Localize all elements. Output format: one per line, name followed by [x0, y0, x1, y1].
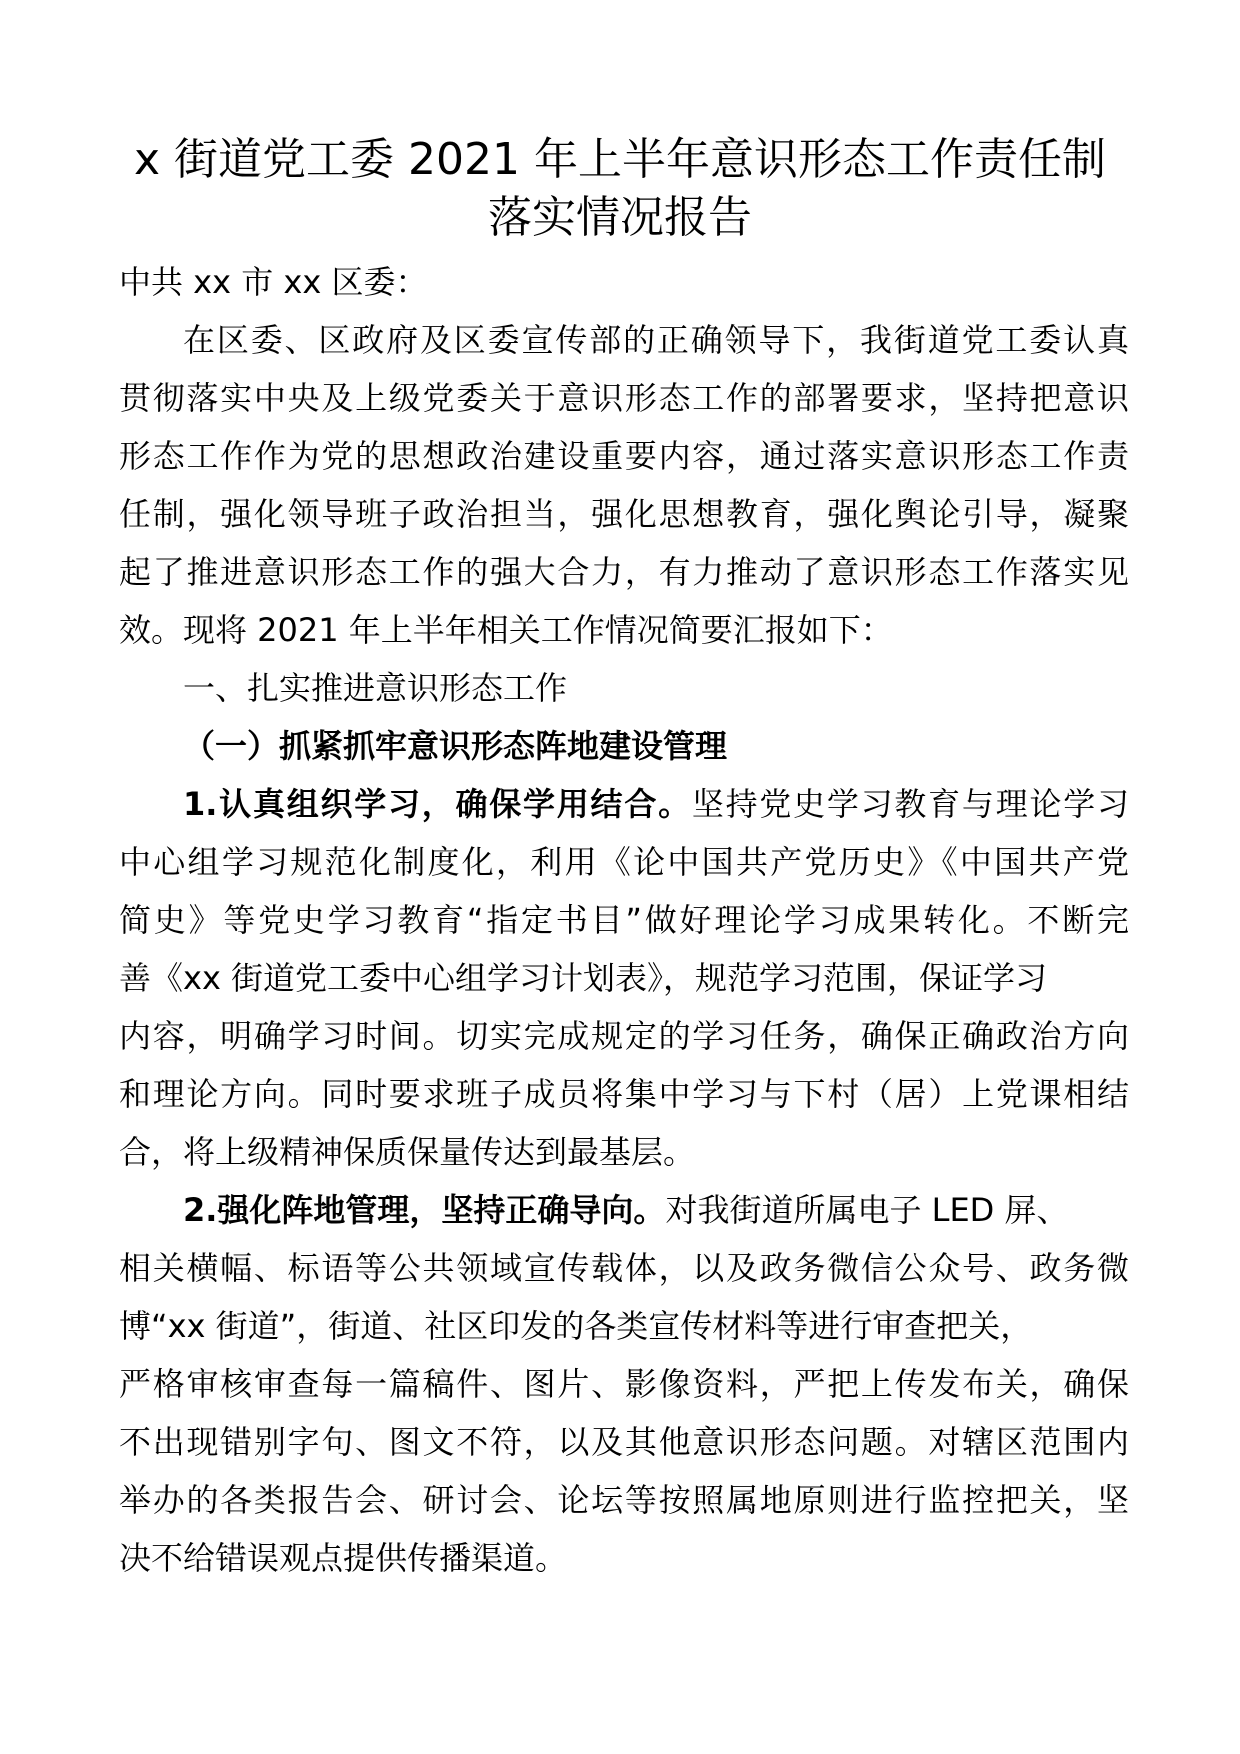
- item-1-lead: 1.认真组织学习，确保学用结合。: [183, 785, 692, 823]
- intro-line: 任制，强化领导班子政治担当，强化思想教育，强化舆论引导，凝聚: [119, 495, 1129, 533]
- intro-line: 在区委、区政府及区委宣传部的正确领导下，我街道党工委认真: [183, 321, 1129, 359]
- salutation: 中共 xx 市 xx 区委：: [119, 263, 428, 301]
- item-1-line: 内容，明确学习时间。切实完成规定的学习任务，确保正确政治方向: [119, 1017, 1129, 1055]
- item-2-first-text: 对我街道所属电子 LED 屏、: [665, 1191, 1069, 1229]
- item-2-line: 严格审核审查每一篇稿件、图片、影像资料，严把上传发布关，确保: [119, 1365, 1129, 1403]
- document-title-line-2: 落实情况报告: [488, 192, 752, 243]
- item-2-lead: 2.强化阵地管理，坚持正确导向。: [183, 1191, 666, 1229]
- item-1-line: 合，将上级精神保质保量传达到最基层。: [119, 1133, 696, 1171]
- item-2-line: 相关横幅、标语等公共领域宣传载体，以及政务微信公众号、政务微: [119, 1249, 1129, 1287]
- intro-line: 起了推进意识形态工作的强大合力，有力推动了意识形态工作落实见: [119, 553, 1129, 591]
- item-2-first-line: [183, 1190, 1129, 1230]
- section-heading: 一、扎实推进意识形态工作: [183, 669, 568, 707]
- item-2-line: 博“xx 街道”，街道、社区印发的各类宣传材料等进行审查把关，: [119, 1307, 1033, 1345]
- subsection-heading: （一）抓紧抓牢意识形态阵地建设管理: [183, 727, 728, 765]
- item-2-line: 决不给错误观点提供传播渠道。: [119, 1539, 568, 1577]
- intro-line: 效。现将 2021 年上半年相关工作情况简要汇报如下：: [119, 611, 893, 649]
- item-1-first-text: 坚持党史学习教育与理论学习: [691, 785, 1129, 823]
- item-1-line: 简史》等党史学习教育“指定书目”做好理论学习成果转化。不断完: [119, 901, 1129, 939]
- intro-line: 形态工作作为党的思想政治建设重要内容，通过落实意识形态工作责: [119, 437, 1129, 475]
- item-1-first-line: [183, 784, 1129, 824]
- item-2-line: 不出现错别字句、图文不符，以及其他意识形态问题。对辖区范围内: [119, 1423, 1129, 1461]
- item-1-line: 和理论方向。同时要求班子成员将集中学习与下村（居）上党课相结: [119, 1075, 1129, 1113]
- item-2-line: 举办的各类报告会、研讨会、论坛等按照属地原则进行监控把关，坚: [119, 1481, 1129, 1519]
- item-1-line: 中心组学习规范化制度化，利用《论中国共产党历史》《中国共产党: [119, 843, 1129, 881]
- document-title-line-1: x 街道党工委 2021 年上半年意识形态工作责任制: [134, 134, 1106, 185]
- intro-line: 贯彻落实中央及上级党委关于意识形态工作的部署要求，坚持把意识: [119, 379, 1129, 417]
- item-1-line: 善《xx 街道党工委中心组学习计划表》，规范学习范围，保证学习: [119, 959, 1048, 997]
